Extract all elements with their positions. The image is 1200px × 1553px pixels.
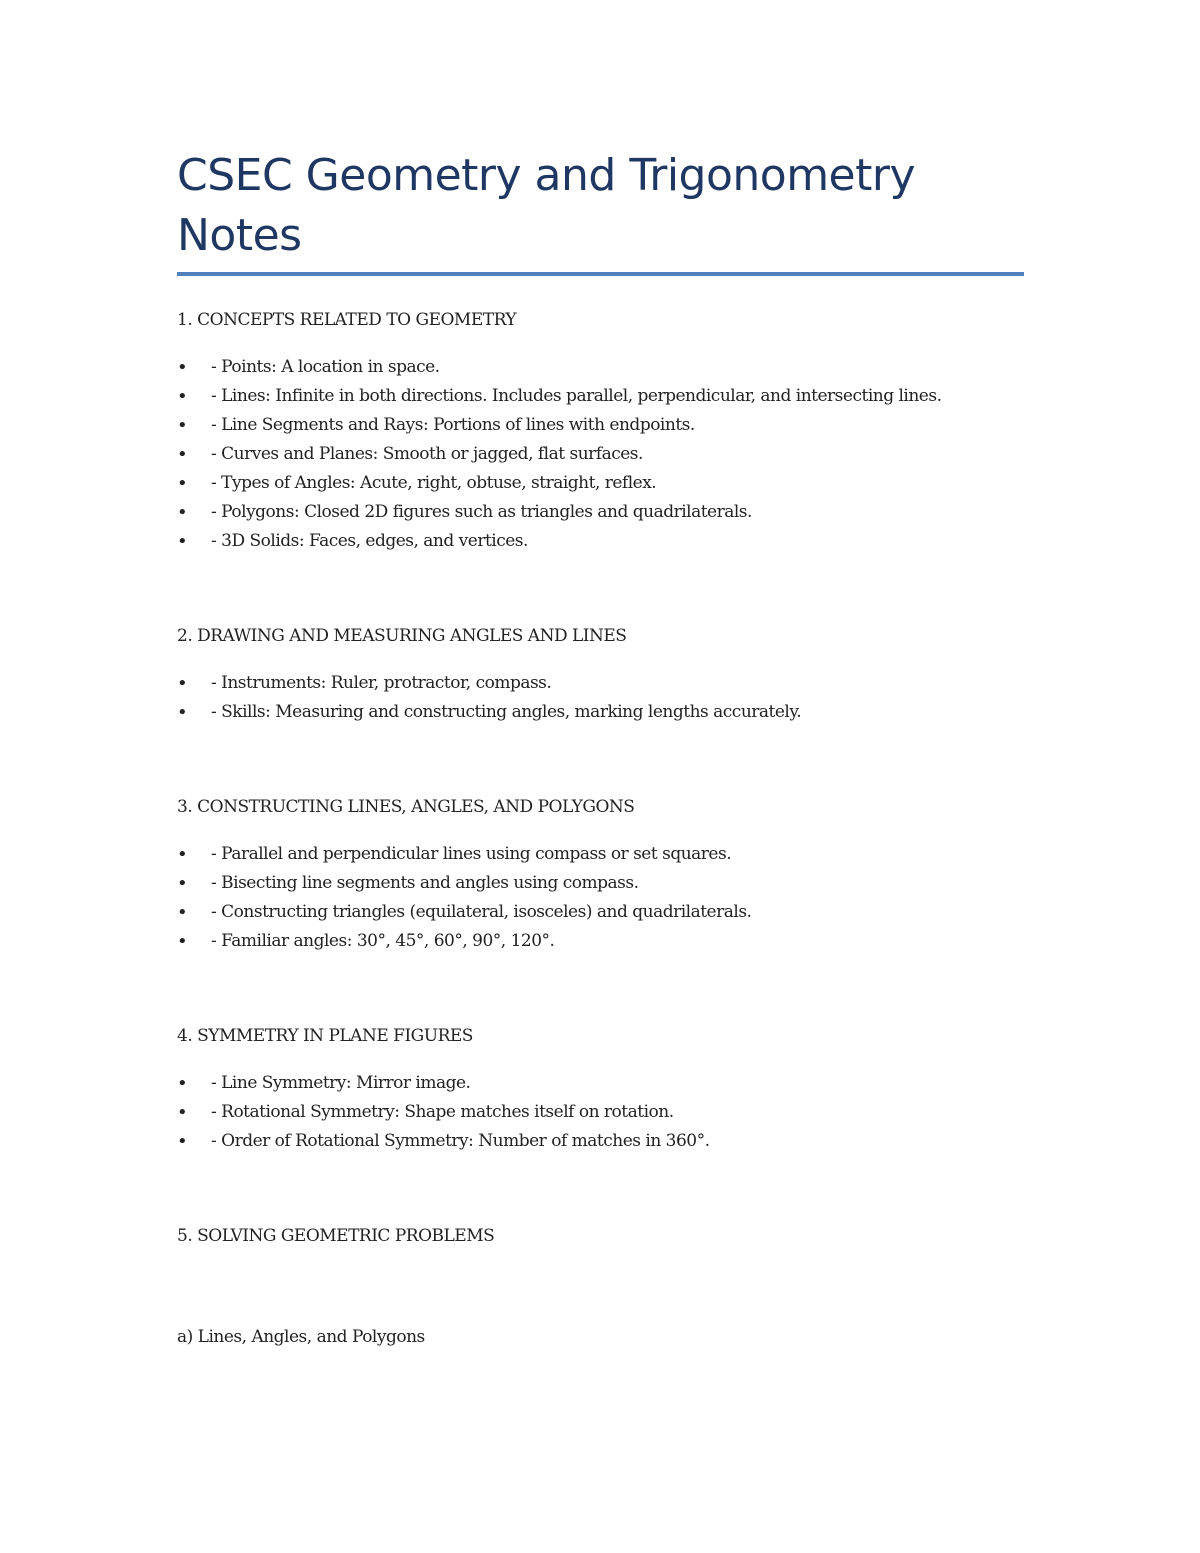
list-item-text: - Instruments: Ruler, protractor, compass. <box>211 673 552 693</box>
section-solving-problems <box>177 1222 997 1251</box>
bullet-icon: • <box>177 473 188 494</box>
bullet-list <box>177 1069 997 1156</box>
section-constructing <box>177 793 997 956</box>
list-item-text: - Familiar angles: 30°, 45°, 60°, 90°, 120°. <box>211 931 555 951</box>
list-item <box>177 840 997 869</box>
bullet-icon: • <box>177 531 188 552</box>
bullet-icon: • <box>177 415 188 436</box>
section-heading: 5. SOLVING GEOMETRIC PROBLEMS <box>177 1226 495 1246</box>
bullet-icon: • <box>177 673 188 694</box>
spacer <box>177 1156 997 1222</box>
list-item <box>177 469 997 498</box>
bullet-list <box>177 353 997 556</box>
list-item-text: - Polygons: Closed 2D figures such as triangles and quadrilaterals. <box>211 502 752 522</box>
section-heading: 2. DRAWING AND MEASURING ANGLES AND LINES <box>177 626 627 646</box>
bullet-icon: • <box>177 444 188 465</box>
list-item <box>177 669 997 698</box>
list-item <box>177 353 997 382</box>
list-item <box>177 498 997 527</box>
section-heading: 4. SYMMETRY IN PLANE FIGURES <box>177 1026 473 1046</box>
list-item <box>177 382 997 411</box>
bullet-icon: • <box>177 1131 188 1152</box>
list-item-text: - Points: A location in space. <box>211 357 440 377</box>
bullet-icon: • <box>177 931 188 952</box>
list-item-text: - Bisecting line segments and angles using compass. <box>211 873 639 893</box>
list-item <box>177 527 997 556</box>
bullet-icon: • <box>177 873 188 894</box>
list-item <box>177 440 997 469</box>
list-item-text: - Curves and Planes: Smooth or jagged, flat surfaces. <box>211 444 643 464</box>
list-item-text: - 3D Solids: Faces, edges, and vertices. <box>211 531 528 551</box>
bullet-icon: • <box>177 702 188 723</box>
spacer <box>177 1251 997 1323</box>
list-item-text: - Types of Angles: Acute, right, obtuse, straight, reflex. <box>211 473 657 493</box>
list-item-text: - Order of Rotational Symmetry: Number of matches in 360°. <box>211 1131 710 1151</box>
list-item <box>177 411 997 440</box>
spacer <box>177 556 997 622</box>
subsection-heading: a) Lines, Angles, and Polygons <box>177 1327 425 1347</box>
list-item-text: - Line Segments and Rays: Portions of lines with endpoints. <box>211 415 695 435</box>
bullet-icon: • <box>177 357 188 378</box>
list-item-text: - Lines: Infinite in both directions. Includes parallel, perpendicular, and intersecting lines. <box>211 386 942 406</box>
list-item-text: - Line Symmetry: Mirror image. <box>211 1073 471 1093</box>
list-item-text: - Constructing triangles (equilateral, isosceles) and quadrilaterals. <box>211 902 752 922</box>
list-item <box>177 1069 997 1098</box>
list-item-text: - Parallel and perpendicular lines using compass or set squares. <box>211 844 732 864</box>
title-underline-rule <box>177 272 1024 276</box>
bullet-list <box>177 840 997 956</box>
list-item <box>177 927 997 956</box>
bullet-icon: • <box>177 1073 188 1094</box>
section-heading: 1. CONCEPTS RELATED TO GEOMETRY <box>177 310 517 330</box>
section-symmetry <box>177 1022 997 1156</box>
list-item <box>177 698 997 727</box>
spacer <box>177 956 997 1022</box>
document-title: CSEC Geometry and Trigonometry Notes <box>177 150 916 261</box>
list-item <box>177 869 997 898</box>
bullet-list <box>177 669 997 727</box>
section-heading: 3. CONSTRUCTING LINES, ANGLES, AND POLYGONS <box>177 797 635 817</box>
section-drawing-measuring <box>177 622 997 727</box>
list-item-text: - Rotational Symmetry: Shape matches itself on rotation. <box>211 1102 674 1122</box>
bullet-icon: • <box>177 386 188 407</box>
document-body <box>177 306 997 1352</box>
bullet-icon: • <box>177 902 188 923</box>
list-item-text: - Skills: Measuring and constructing angles, marking lengths accurately. <box>211 702 802 722</box>
spacer <box>177 727 997 793</box>
bullet-icon: • <box>177 844 188 865</box>
subsection-lines-angles-polygons <box>177 1323 997 1352</box>
bullet-icon: • <box>177 502 188 523</box>
section-concepts <box>177 306 997 556</box>
list-item <box>177 898 997 927</box>
list-item <box>177 1127 997 1156</box>
bullet-icon: • <box>177 1102 188 1123</box>
list-item <box>177 1098 997 1127</box>
